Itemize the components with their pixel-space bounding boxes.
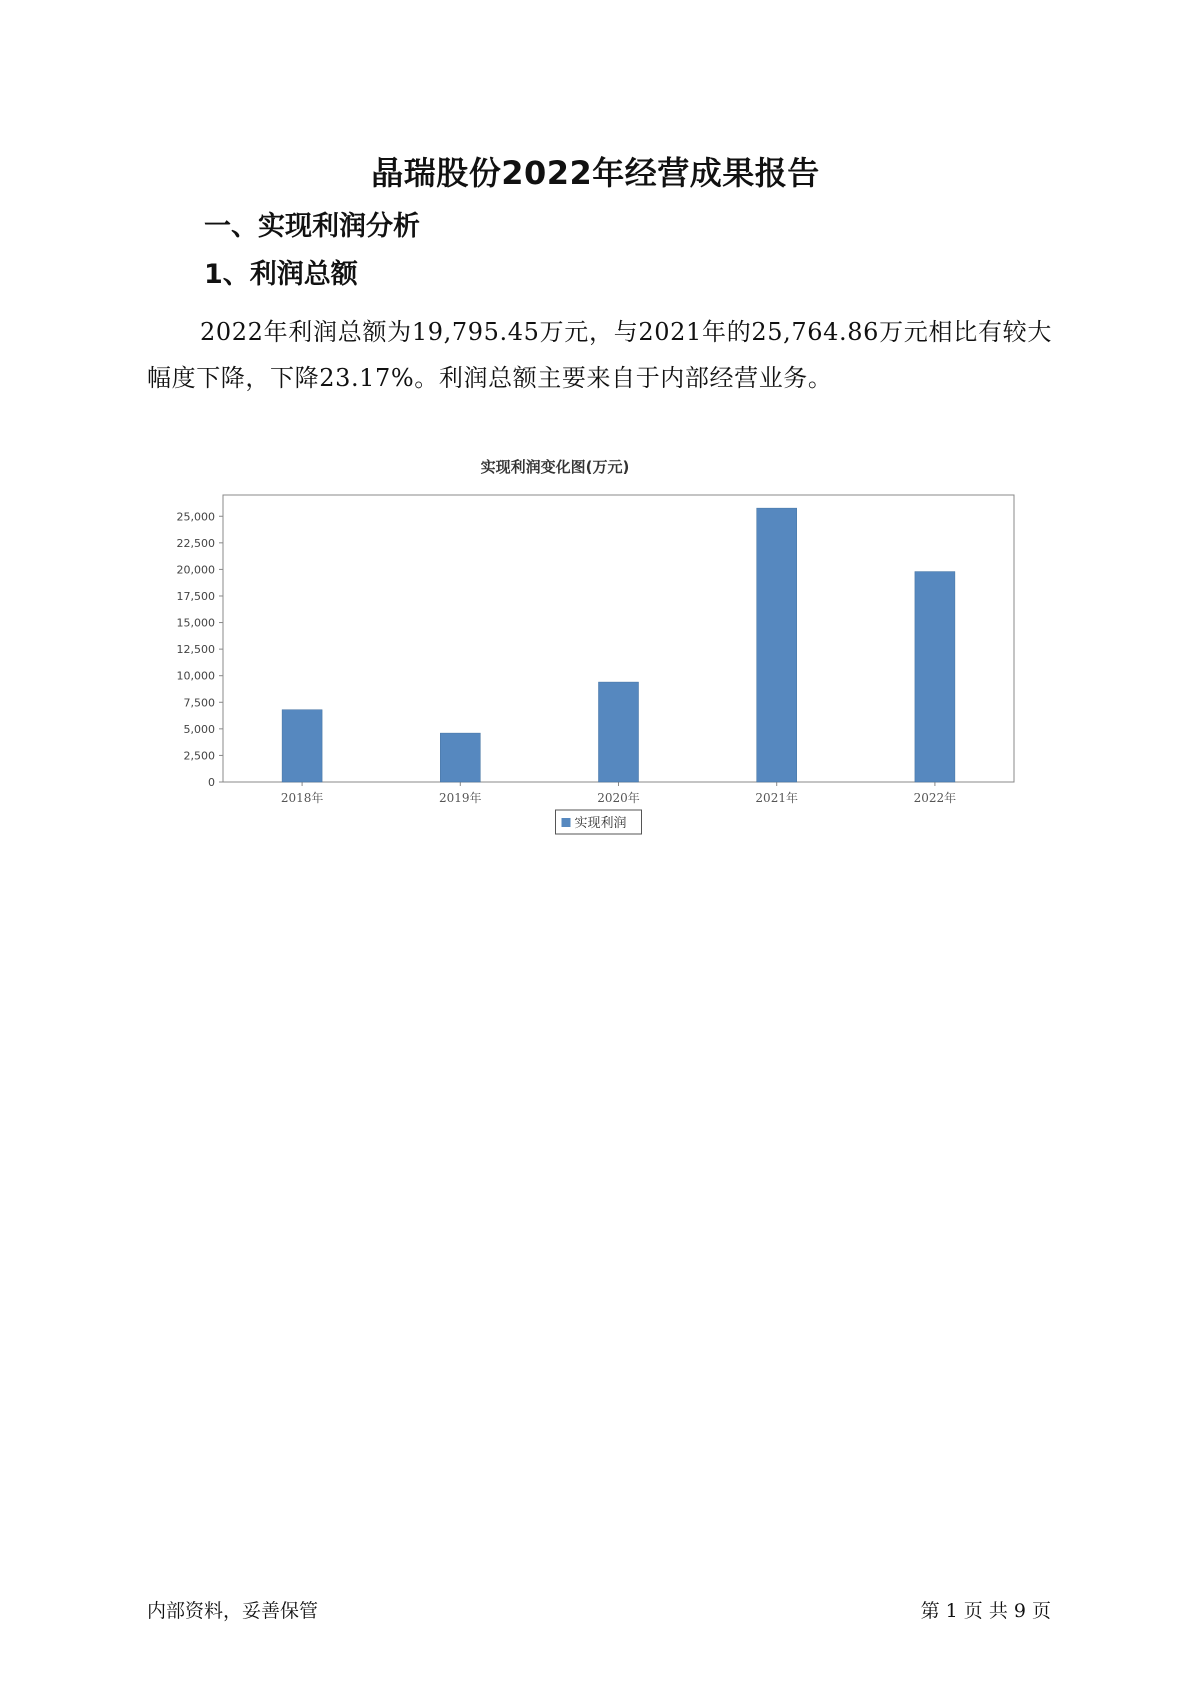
x-tick-label: 2022年 xyxy=(913,791,957,805)
y-tick-label: 10,000 xyxy=(176,669,215,683)
document-title: 晶瑞股份2022年经营成果报告 xyxy=(371,154,820,192)
y-tick-label: 20,000 xyxy=(176,563,215,577)
y-tick-label: 12,500 xyxy=(176,643,215,657)
y-tick-label: 15,000 xyxy=(176,616,215,630)
chart-title: 实现利润变化图(万元) xyxy=(480,458,630,476)
bar-2021年 xyxy=(757,508,797,782)
subsection-heading-total-profit: 1、利润总额 xyxy=(204,259,358,290)
footer-confidential-note: 内部资料，妥善保管 xyxy=(147,1600,319,1622)
chart-legend xyxy=(556,810,642,834)
x-tick-label: 2019年 xyxy=(439,791,482,805)
section-heading-profit-analysis: 一、实现利润分析 xyxy=(204,211,420,242)
bar-2022年 xyxy=(915,572,955,782)
paragraph-total-profit: 2022年利润总额为19,795.45万元，与2021年的25,764.86万元相比有较大幅度下降，下降23.17%。利润总额主要来自于内部经营业务。 xyxy=(147,318,1052,392)
y-tick-label: 5,000 xyxy=(183,722,215,736)
legend-swatch xyxy=(562,818,571,827)
legend-label: 实现利润 xyxy=(574,816,627,831)
footer-page-number: 第 1 页 共 9 页 xyxy=(920,1600,1051,1622)
y-tick-label: 0 xyxy=(208,776,215,789)
y-tick-label: 2,500 xyxy=(183,749,215,763)
bar-2020年 xyxy=(599,682,639,782)
x-tick-label: 2020年 xyxy=(597,791,640,805)
bar-2019年 xyxy=(440,733,480,782)
x-tick-label: 2018年 xyxy=(280,791,324,805)
y-tick-label: 7,500 xyxy=(183,696,215,710)
y-tick-label: 25,000 xyxy=(176,510,215,524)
y-tick-label: 22,500 xyxy=(176,536,215,550)
bar-2018年 xyxy=(282,710,322,782)
profit-bar-chart xyxy=(140,452,1050,847)
x-tick-label: 2021年 xyxy=(755,791,798,805)
y-tick-label: 17,500 xyxy=(176,589,215,603)
